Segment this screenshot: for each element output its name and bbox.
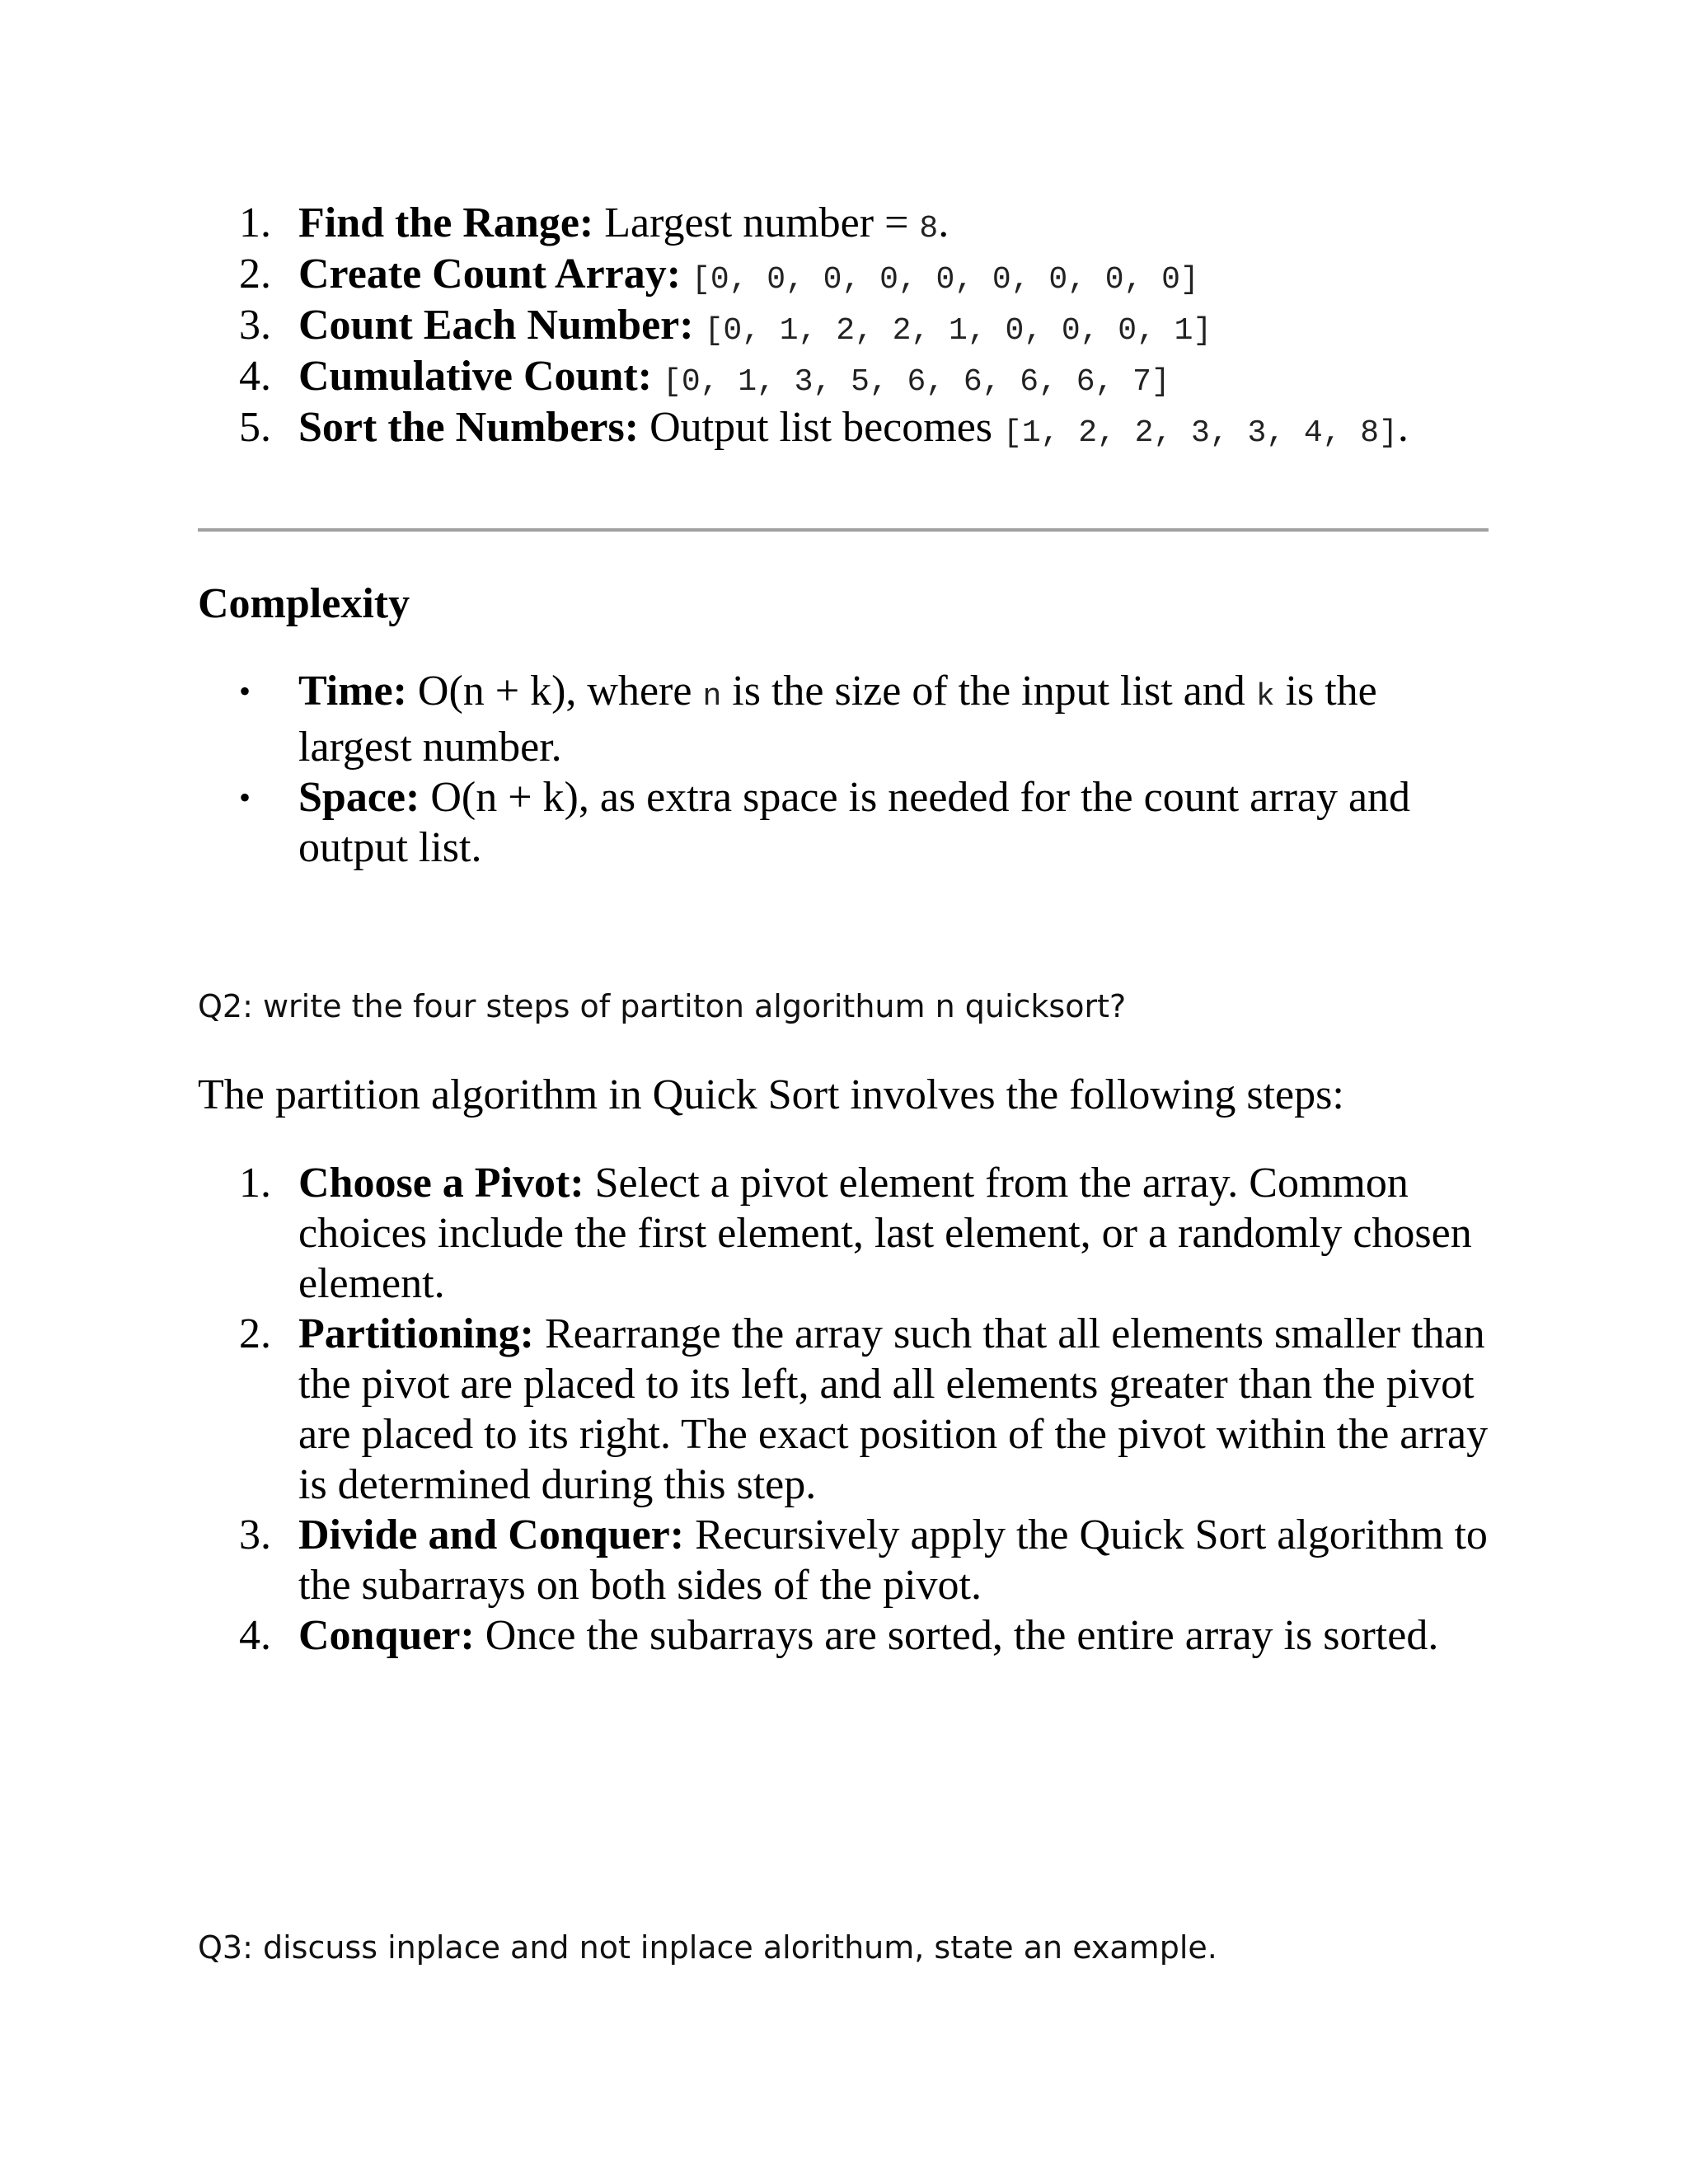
step-code: 8 bbox=[919, 211, 939, 246]
step-number: 2. bbox=[239, 1310, 271, 1357]
step-text: Select a pivot element from the array. Common choices include the first element, last element, or a randomly chosen element. bbox=[298, 1160, 1483, 1307]
step-text: Output list becomes bbox=[639, 404, 1004, 451]
step-number: 3. bbox=[239, 302, 271, 349]
step-label: Sort the Numbers: bbox=[298, 404, 640, 451]
counting-sort-steps bbox=[239, 198, 1525, 453]
space-label: Space: bbox=[298, 774, 420, 821]
step-number: 2. bbox=[239, 251, 271, 298]
step-text: Once the subarrays are sorted, the entire array is sorted. bbox=[474, 1612, 1439, 1659]
list-item bbox=[239, 1309, 1499, 1510]
step-after: . bbox=[938, 199, 950, 246]
var-n: n bbox=[702, 679, 722, 715]
list-item bbox=[239, 1510, 1498, 1610]
list-item-time bbox=[239, 666, 1475, 772]
list-item bbox=[239, 351, 1525, 402]
q2-intro: The partition algorithm in Quick Sort involves the following steps: bbox=[198, 1071, 1344, 1118]
time-text: is the size of the input list and bbox=[721, 668, 1256, 715]
list-item bbox=[239, 402, 1525, 453]
step-text bbox=[681, 251, 692, 298]
step-number: 1. bbox=[239, 199, 271, 246]
step-label: Conquer: bbox=[298, 1612, 475, 1659]
question-q3: Q3: discuss inplace and not inplace alorithum, state an example. bbox=[198, 1929, 1217, 1966]
list-item bbox=[239, 300, 1525, 351]
step-text bbox=[652, 353, 663, 400]
list-item bbox=[239, 1158, 1492, 1309]
step-text: Rearrange the array such that all elements smaller than the pivot are placed to its left, and all elements greater than the pivot are placed to its right. The exact position of the pivot within the array is determined during this step. bbox=[298, 1310, 1499, 1508]
question-q2: Q2: write the four steps of partiton algorithum n quicksort? bbox=[198, 988, 1127, 1024]
step-code: [0, 1, 2, 2, 1, 0, 0, 0, 1] bbox=[704, 313, 1212, 349]
step-label: Choose a Pivot: bbox=[298, 1160, 584, 1207]
time-text: is the largest number. bbox=[298, 668, 1388, 771]
bullet-icon: • bbox=[239, 779, 251, 816]
list-item bbox=[239, 1610, 1492, 1661]
step-label: Partitioning: bbox=[298, 1310, 534, 1357]
section-heading-complexity: Complexity bbox=[198, 580, 410, 627]
step-number: 5. bbox=[239, 404, 271, 451]
step-label: Create Count Array: bbox=[298, 251, 682, 298]
time-text: O(n + k), where bbox=[406, 668, 703, 715]
step-number: 1. bbox=[239, 1160, 271, 1207]
space-text: O(n + k), as extra space is needed for the count array and output list. bbox=[298, 774, 1422, 871]
step-label: Find the Range: bbox=[298, 199, 594, 246]
horizontal-divider bbox=[198, 528, 1489, 532]
step-label: Divide and Conquer: bbox=[298, 1511, 685, 1558]
time-label: Time: bbox=[298, 668, 407, 715]
step-text: Largest number = bbox=[593, 199, 920, 246]
step-number: 4. bbox=[239, 353, 271, 400]
list-item bbox=[239, 249, 1525, 300]
partition-steps bbox=[239, 1158, 1499, 1661]
list-item-space bbox=[239, 772, 1475, 873]
step-number: 4. bbox=[239, 1612, 271, 1659]
step-number: 3. bbox=[239, 1511, 271, 1558]
step-text: Recursively apply the Quick Sort algorithm to the subarrays on both sides of the pivot. bbox=[298, 1511, 1498, 1609]
step-text bbox=[694, 302, 705, 349]
step-code: [1, 2, 2, 3, 3, 4, 8] bbox=[1003, 415, 1398, 451]
bullet-icon: • bbox=[239, 673, 251, 710]
step-label: Cumulative Count: bbox=[298, 353, 653, 400]
step-after: . bbox=[1397, 404, 1409, 451]
step-code: [0, 1, 3, 5, 6, 6, 6, 6, 7] bbox=[663, 364, 1170, 400]
complexity-list bbox=[239, 666, 1475, 873]
step-code: [0, 0, 0, 0, 0, 0, 0, 0, 0] bbox=[692, 262, 1199, 298]
step-label: Count Each Number: bbox=[298, 302, 694, 349]
list-item bbox=[239, 198, 1525, 249]
var-k: k bbox=[1255, 679, 1275, 715]
